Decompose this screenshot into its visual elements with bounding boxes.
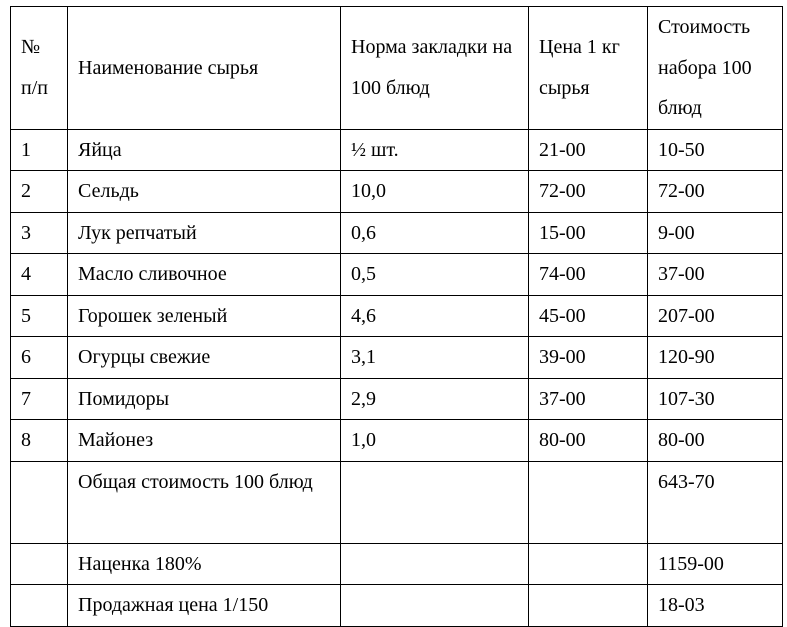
row-norm: 2,9 bbox=[341, 378, 529, 420]
row-cost: 207-00 bbox=[648, 295, 783, 337]
row-norm: 0,6 bbox=[341, 212, 529, 254]
row-price: 72-00 bbox=[529, 171, 648, 213]
markup-norm bbox=[341, 543, 529, 585]
total-price bbox=[529, 461, 648, 543]
row-name: Лук репчатый bbox=[68, 212, 341, 254]
header-norm: Норма закладки на 100 блюд bbox=[341, 7, 529, 130]
row-name: Горошек зеленый bbox=[68, 295, 341, 337]
table-row bbox=[11, 378, 783, 420]
table-row bbox=[11, 420, 783, 462]
row-price: 21-00 bbox=[529, 129, 648, 171]
table-header-row bbox=[11, 7, 783, 130]
row-cost: 9-00 bbox=[648, 212, 783, 254]
sale-price-norm bbox=[341, 585, 529, 627]
row-num: 7 bbox=[11, 378, 68, 420]
row-price: 39-00 bbox=[529, 337, 648, 379]
sale-price-num bbox=[11, 585, 68, 627]
table-row bbox=[11, 129, 783, 171]
row-name: Яйца bbox=[68, 129, 341, 171]
row-num: 2 bbox=[11, 171, 68, 213]
table-row bbox=[11, 337, 783, 379]
row-price: 37-00 bbox=[529, 378, 648, 420]
row-num: 1 bbox=[11, 129, 68, 171]
header-price: Цена 1 кг сырья bbox=[529, 7, 648, 130]
row-norm: 4,6 bbox=[341, 295, 529, 337]
markup-label: Наценка 180% bbox=[68, 543, 341, 585]
row-name: Огурцы свежие bbox=[68, 337, 341, 379]
cost-calculation-table bbox=[10, 6, 783, 627]
table-row bbox=[11, 254, 783, 296]
row-name: Масло сливочное bbox=[68, 254, 341, 296]
row-cost: 10-50 bbox=[648, 129, 783, 171]
row-price: 80-00 bbox=[529, 420, 648, 462]
table-row bbox=[11, 212, 783, 254]
markup-num bbox=[11, 543, 68, 585]
row-price: 15-00 bbox=[529, 212, 648, 254]
row-norm: 1,0 bbox=[341, 420, 529, 462]
row-num: 8 bbox=[11, 420, 68, 462]
row-price: 74-00 bbox=[529, 254, 648, 296]
row-price: 45-00 bbox=[529, 295, 648, 337]
total-num bbox=[11, 461, 68, 543]
row-cost: 72-00 bbox=[648, 171, 783, 213]
total-row bbox=[11, 461, 783, 543]
sale-price-label: Продажная цена 1/150 bbox=[68, 585, 341, 627]
sale-price-cost: 18-03 bbox=[648, 585, 783, 627]
sale-price-row bbox=[11, 585, 783, 627]
row-norm: 3,1 bbox=[341, 337, 529, 379]
row-num: 3 bbox=[11, 212, 68, 254]
row-num: 4 bbox=[11, 254, 68, 296]
row-name: Помидоры bbox=[68, 378, 341, 420]
row-num: 5 bbox=[11, 295, 68, 337]
header-num: № п/п bbox=[11, 7, 68, 130]
row-num: 6 bbox=[11, 337, 68, 379]
total-norm bbox=[341, 461, 529, 543]
header-cost: Стоимость набора 100 блюд bbox=[648, 7, 783, 130]
total-cost: 643-70 bbox=[648, 461, 783, 543]
markup-cost: 1159-00 bbox=[648, 543, 783, 585]
row-norm: 0,5 bbox=[341, 254, 529, 296]
table-row bbox=[11, 171, 783, 213]
row-norm: 10,0 bbox=[341, 171, 529, 213]
header-name: Наименование сырья bbox=[68, 7, 341, 130]
row-name: Майонез bbox=[68, 420, 341, 462]
row-name: Сельдь bbox=[68, 171, 341, 213]
table-row bbox=[11, 295, 783, 337]
row-cost: 80-00 bbox=[648, 420, 783, 462]
markup-row bbox=[11, 543, 783, 585]
sale-price-price bbox=[529, 585, 648, 627]
row-cost: 107-30 bbox=[648, 378, 783, 420]
row-norm: ½ шт. bbox=[341, 129, 529, 171]
total-label: Общая стоимость 100 блюд bbox=[68, 461, 341, 543]
row-cost: 37-00 bbox=[648, 254, 783, 296]
row-cost: 120-90 bbox=[648, 337, 783, 379]
markup-price bbox=[529, 543, 648, 585]
